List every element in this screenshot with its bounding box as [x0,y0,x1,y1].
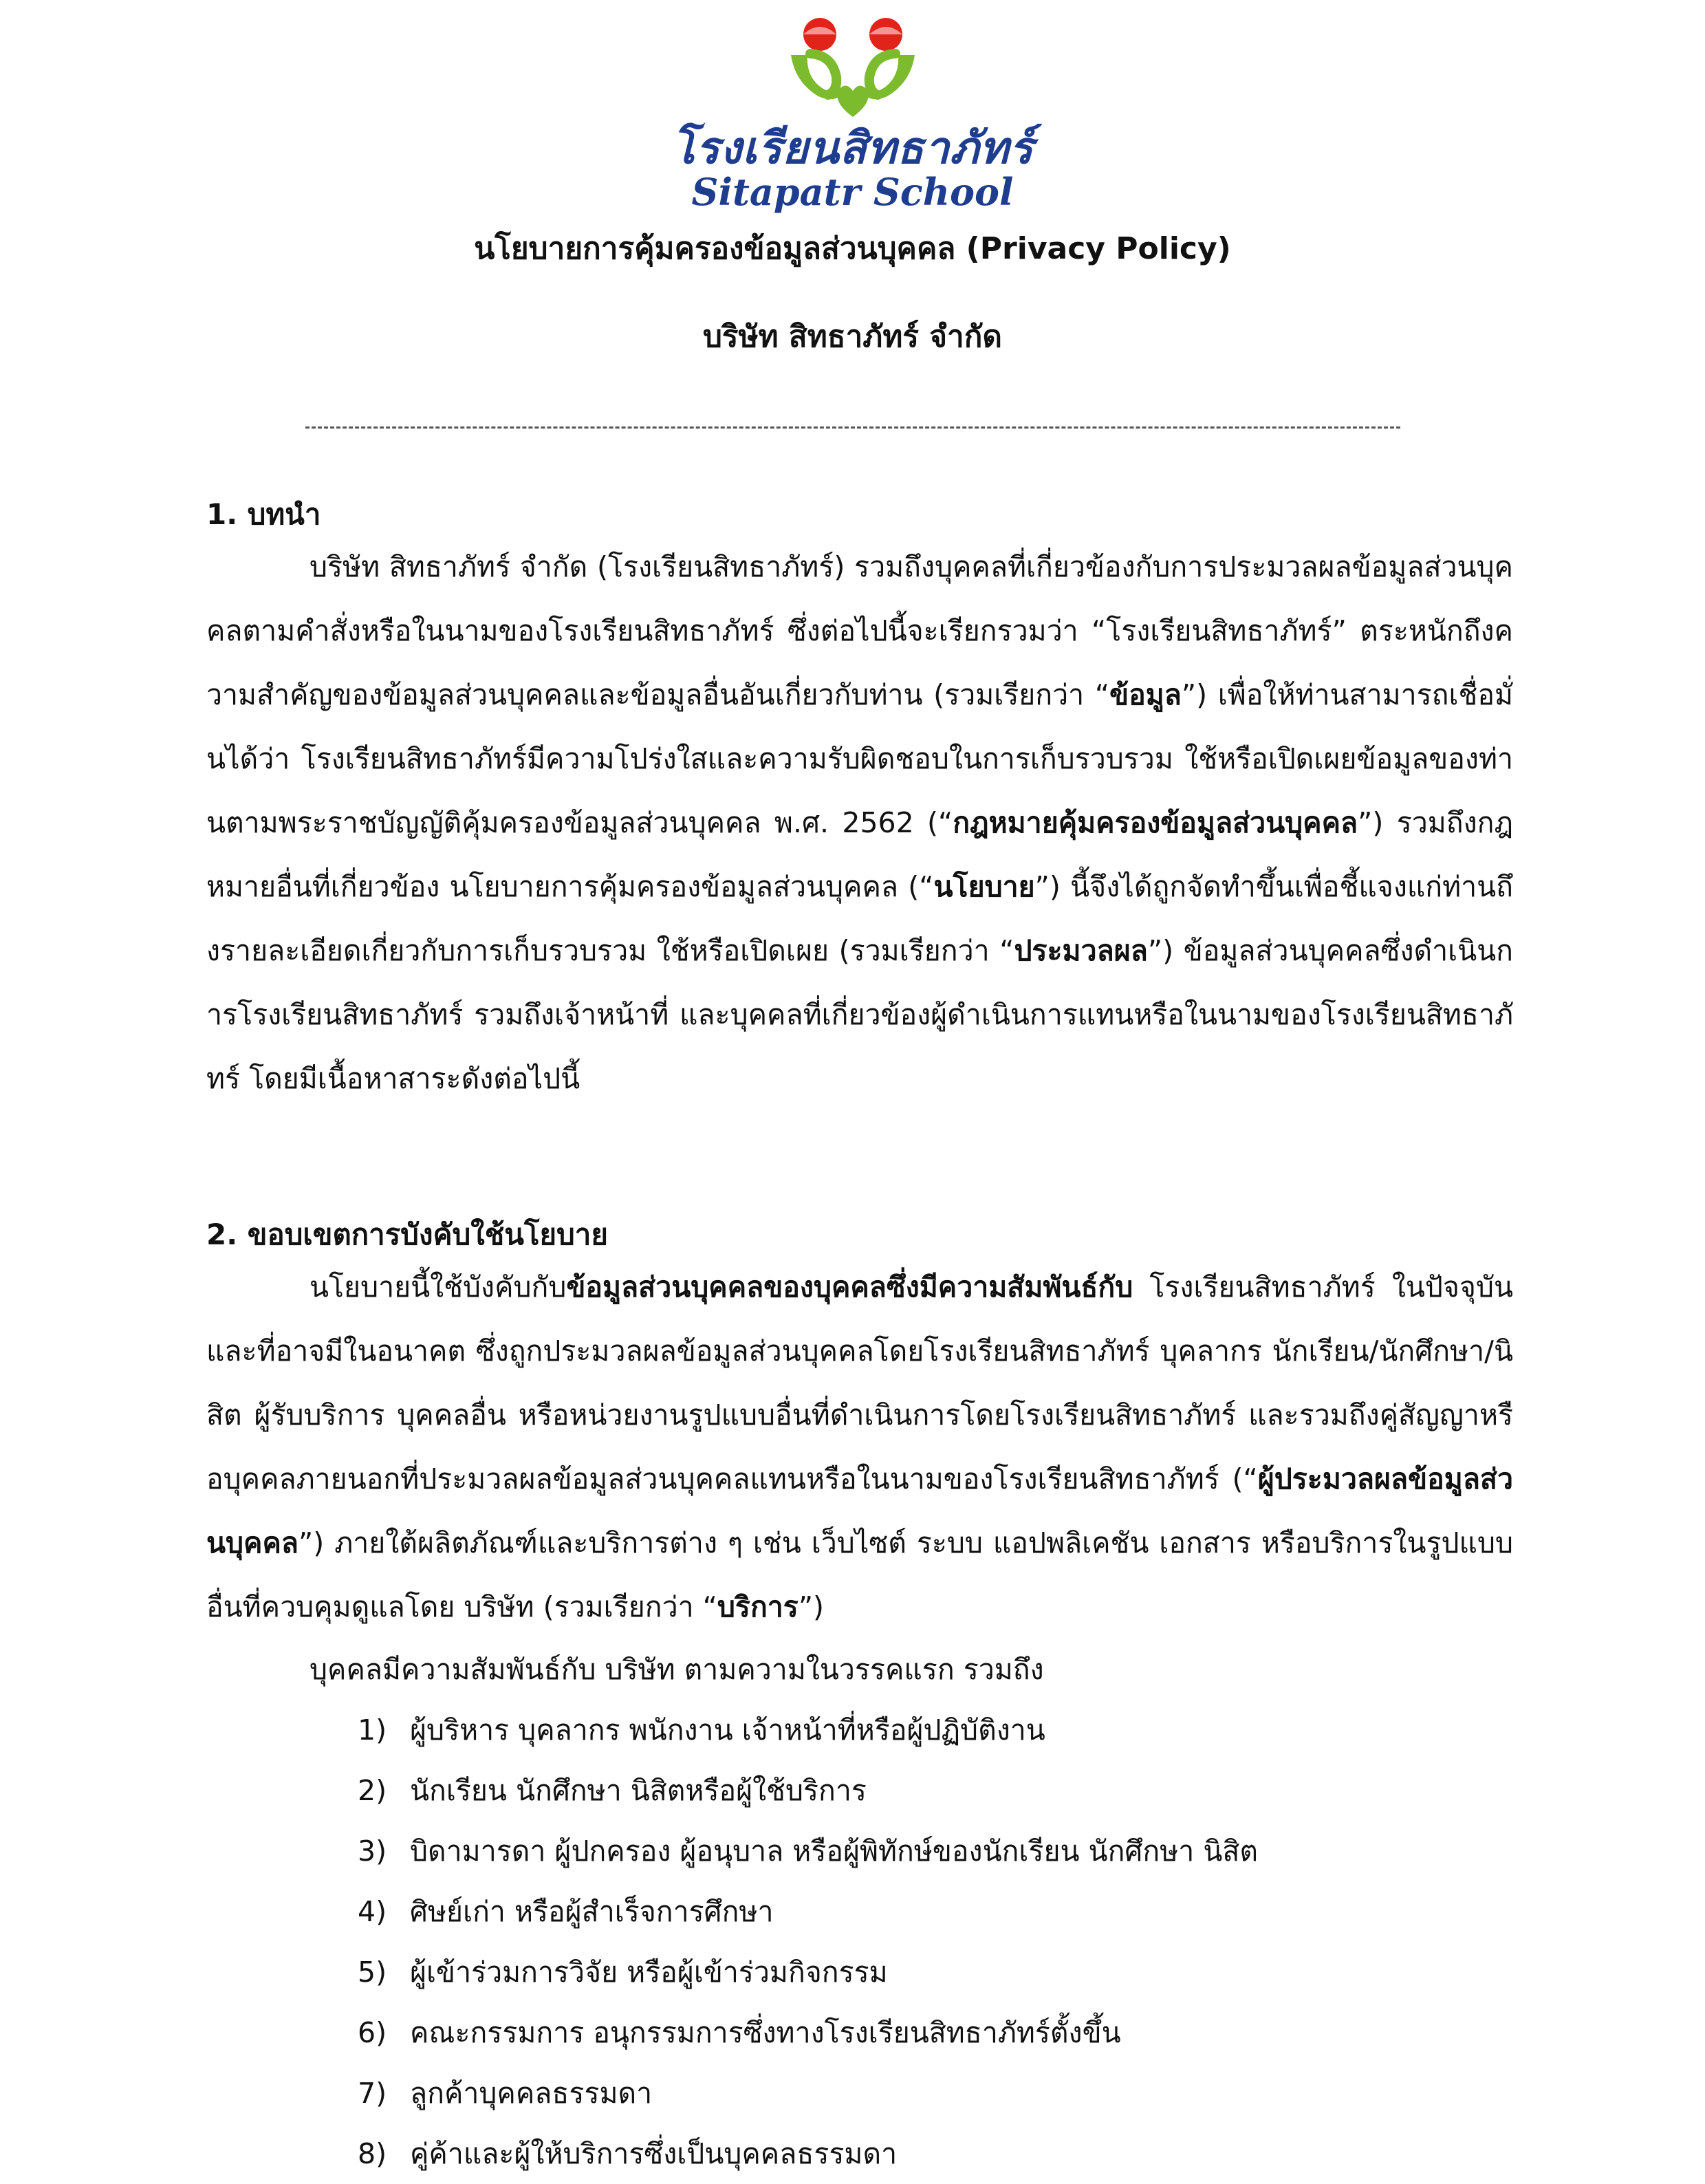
school-name-english: Sitapatr School [691,170,1014,214]
paragraph-run: บริษัท สิทธาภัทร์ จำกัด (โรงเรียนสิทธาภัทร์) รวมถึงบุคคลที่เกี่ยวข้องกับการประมวลผลข้อมูลส่วนบุคคลตามคำสั่งหรือในนามของโรงเรียนสิทธาภัทร์ ซึ่งต่อไปนี้จะเรียกรวมว่า “โรงเรียนสิทธาภัทร์” ตระหนักถึงความสำคัญของข้อมูลส่วนบุคคลและข้อมูลอื่นอันเกี่ยวกับท่าน (รวมเรียกว่า “ [206,550,1513,711]
list-item-text: ผู้เข้าร่วมการวิจัย หรือผู้เข้าร่วมกิจกรรม [410,1956,888,1989]
list-item-number: 6) [358,2016,387,2049]
list-item [358,2002,1513,2063]
list-item-number: 2) [358,1774,387,1807]
school-emblem-icon [770,14,935,124]
paragraph-run: ”) เพื่อให้ท่านสามารถเชื่อมั่นได้ว่า โรงเรียนสิทธาภัทร์มีความโปร่งใสและความรับผิดชอบในการเก็บรวบรวม ใช้หรือเปิดเผยข้อมูลของท่านตามพระราชบัญญัติคุ้มครองข้อมูลส่วนบุคคล พ.ศ. 2562 (“ [206,678,1513,839]
list-item-text: คู่ค้าและผู้ให้บริการซึ่งเป็นบุคคลธรรมดา [410,2137,898,2170]
paragraph-run-bold: นโยบาย [933,870,1035,903]
list-item-number: 4) [358,1895,387,1928]
list-item [358,2123,1513,2184]
section-paragraph [206,535,1513,1111]
list-item [358,2063,1513,2123]
paragraph-run-bold: กฎหมายคุ้มครองข้อมูลส่วนบุคคล [953,806,1358,839]
section-paragraph [206,1255,1513,1639]
list-item-text: ลูกค้าบุคคลธรรมดา [410,2077,653,2110]
paragraph-run-bold: ข้อมูลส่วนบุคคลของบุคคลซึ่งมีความสัมพันธ์กับ [566,1271,1133,1304]
paragraph-run-bold: ผู้ประมวลผลข้อมูลส่วนบุคคล [206,1462,1513,1559]
paragraph-run-bold: ประมวลผล [1014,934,1148,967]
section-spacer [206,1111,1513,1214]
list-item-number: 3) [358,1835,387,1868]
paragraph-run: ”) [798,1590,825,1623]
list-item-text: ผู้บริหาร บุคลากร พนักงาน เจ้าหน้าที่หรือผู้ปฏิบัติงาน [410,1713,1045,1747]
list-item [358,1760,1513,1821]
section-heading: 2. ขอบเขตการบังคับใช้นโยบาย [206,1218,608,1251]
list-item-number: 7) [358,2077,387,2110]
list-intro: บุคคลมีความสัมพันธ์กับ บริษัท ตามความในวรรคแรก รวมถึง [309,1653,1044,1686]
list-item-number: 5) [358,1956,387,1989]
section-heading: 1. บทนำ [206,497,321,531]
paragraph-run: โรงเรียนสิทธาภัทร์ ในปัจจุบันและที่อาจมีในอนาคต ซึ่งถูกประมวลผลข้อมูลส่วนบุคคลโดยโรงเรียนสิทธาภัทร์ บุคลากร นักเรียน/นักศึกษา/นิสิต ผู้รับบริการ บุคคลอื่น หรือหน่วยงานรูปแบบอื่นที่ดำเนินการโดยโรงเรียนสิทธาภัทร์ และรวมถึงคู่สัญญาหรือบุคคลภายนอกที่ประมวลผลข้อมูลส่วนบุคคลแทนหรือในนามของโรงเรียนสิทธาภัทร์ (“ [206,1271,1513,1495]
paragraph-run: ”) ภายใต้ผลิตภัณฑ์และบริการต่าง ๆ เช่น เว็บไซต์ ระบบ แอปพลิเคชัน เอกสาร หรือบริการในรูปแบบอื่นที่ควบคุมดูแลโดย บริษัท (รวมเรียกว่า “ [206,1526,1513,1623]
company-name: บริษัท สิทธาภัทร์ จำกัด [703,319,1002,354]
document-body [206,494,1513,2184]
list-item-text: ศิษย์เก่า หรือผู้สำเร็จการศึกษา [410,1895,774,1928]
paragraph-run: ”) นี้จึงได้ถูกจัดทำขึ้นเพื่อชี้แจงแก่ท่านถึงรายละเอียดเกี่ยวกับการเก็บรวบรวม ใช้หรือเปิดเผย (รวมเรียกว่า “ [206,870,1513,967]
paragraph-run: นโยบายนี้ใช้บังคับกับ [309,1271,567,1304]
list-item [358,1700,1513,1760]
list-item-text: นักเรียน นักศึกษา นิสิตหรือผู้ใช้บริการ [410,1774,867,1807]
paragraph-run-bold: บริการ [717,1590,799,1623]
list-item [358,1821,1513,1881]
related-persons-list [206,1700,1513,2184]
paragraph-run: ”) ข้อมูลส่วนบุคคลซึ่งดำเนินการโรงเรียนสิทธาภัทร์ รวมถึงเจ้าหน้าที่ และบุคคลที่เกี่ยวข้องผู้ดำเนินการแทนหรือในนามของโรงเรียนสิทธาภัทร์ โดยมีเนื้อหาสาระดังต่อไปนี้ [206,934,1514,1095]
dashed-divider [305,426,1400,429]
list-item-text: บิดามารดา ผู้ปกครอง ผู้อนุบาล หรือผู้พิทักษ์ของนักเรียน นักศึกษา นิสิต [410,1835,1259,1868]
school-name-thai: โรงเรียนสิทธาภัทร์ [671,122,1034,174]
document-title: นโยบายการคุ้มครองข้อมูลส่วนบุคคล (Privacy Policy) [474,231,1231,266]
paragraph-run-bold: ข้อมูล [1109,678,1182,711]
list-item-text: คณะกรรมการ อนุกรรมการซึ่งทางโรงเรียนสิทธาภัทร์ตั้งขึ้น [410,2016,1121,2049]
list-item [358,1881,1513,1942]
paragraph-run: ”) รวมถึงกฎหมายอื่นที่เกี่ยวข้อง นโยบายการคุ้มครองข้อมูลส่วนบุคคล (“ [206,806,1513,903]
school-logo [0,14,1705,213]
list-item-number: 1) [358,1713,387,1747]
list-item [358,1942,1513,2002]
list-item-number: 8) [358,2137,387,2170]
